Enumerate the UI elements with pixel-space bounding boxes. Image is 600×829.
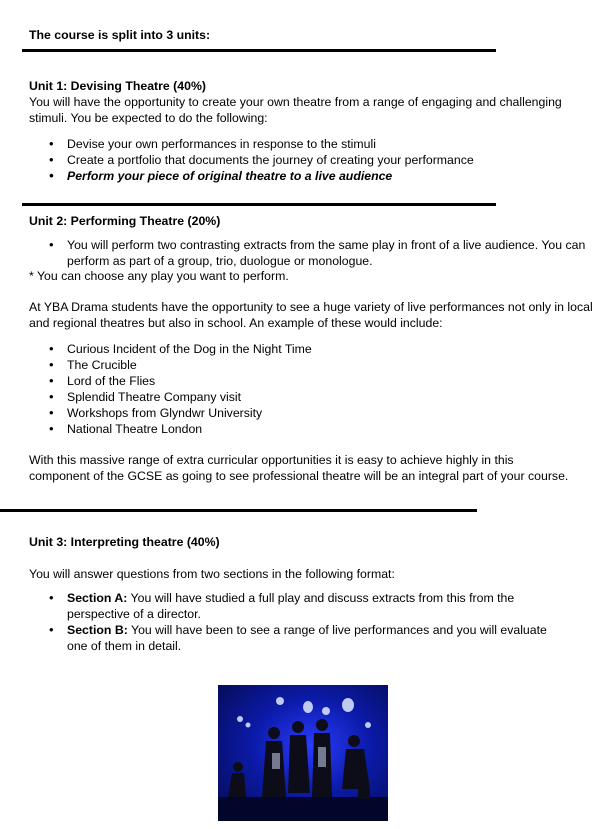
stage-photo	[218, 685, 388, 821]
unit2-para: At YBA Drama students have the opportunity to see a huge variety of live performances not only in local and regional theatres but also in school. An example of these would include:	[29, 300, 593, 330]
unit3-intro: You will answer questions from two sections in the following format:	[29, 567, 395, 581]
section-b-label: Section B:	[67, 623, 128, 637]
unit3-sections	[29, 590, 569, 654]
list-item: • Devise your own performances in response to the stimuli	[29, 136, 595, 152]
list-item: • The Crucible	[29, 357, 595, 373]
list-item: • You will perform two contrasting extracts from the same play in front of a live audience. You can perform as part of a group, trio, duologue or monologue.	[29, 237, 595, 269]
list-item: • Lord of the Flies	[29, 373, 595, 389]
list-item: • Workshops from Glyndwr University	[29, 405, 595, 421]
list-item	[29, 622, 569, 654]
section-b-text: You will have been to see a range of live performances and you will evaluate one of them in detail.	[67, 623, 547, 653]
list-item: • Perform your piece of original theatre to a live audience	[29, 168, 595, 184]
unit2-closing: With this massive range of extra curricular opportunities it is easy to achieve highly in this component of the GCSE as going to see professional theatre will be an integral part of your course.	[29, 453, 569, 483]
unit2-bullets	[29, 237, 595, 269]
section-a-label: Section A:	[67, 591, 128, 605]
list-item	[29, 590, 569, 622]
section-a-text: You will have studied a full play and discuss extracts from this from the perspective of a director.	[67, 591, 515, 621]
stage-photo-image	[218, 685, 388, 821]
unit1-intro: You will have the opportunity to create your own theatre from a range of engaging and challenging stimuli. You be expected to do the following:	[29, 95, 562, 125]
unit1-heading: Unit 1: Devising Theatre (40%)	[29, 79, 206, 93]
divider	[22, 203, 496, 206]
unit2-heading: Unit 2: Performing Theatre (20%)	[29, 214, 221, 228]
divider	[22, 49, 496, 52]
divider	[0, 509, 477, 512]
list-item: • National Theatre London	[29, 421, 595, 437]
list-item: • Create a portfolio that documents the journey of creating your performance	[29, 152, 595, 168]
intro-title: The course is split into 3 units:	[29, 28, 211, 42]
list-item: • Splendid Theatre Company visit	[29, 389, 595, 405]
unit2-note: * You can choose any play you want to perform.	[29, 269, 289, 283]
unit1-bullets	[29, 136, 595, 184]
performance-list	[29, 341, 595, 437]
unit3-heading: Unit 3: Interpreting theatre (40%)	[29, 535, 220, 549]
list-item: • Curious Incident of the Dog in the Night Time	[29, 341, 595, 357]
